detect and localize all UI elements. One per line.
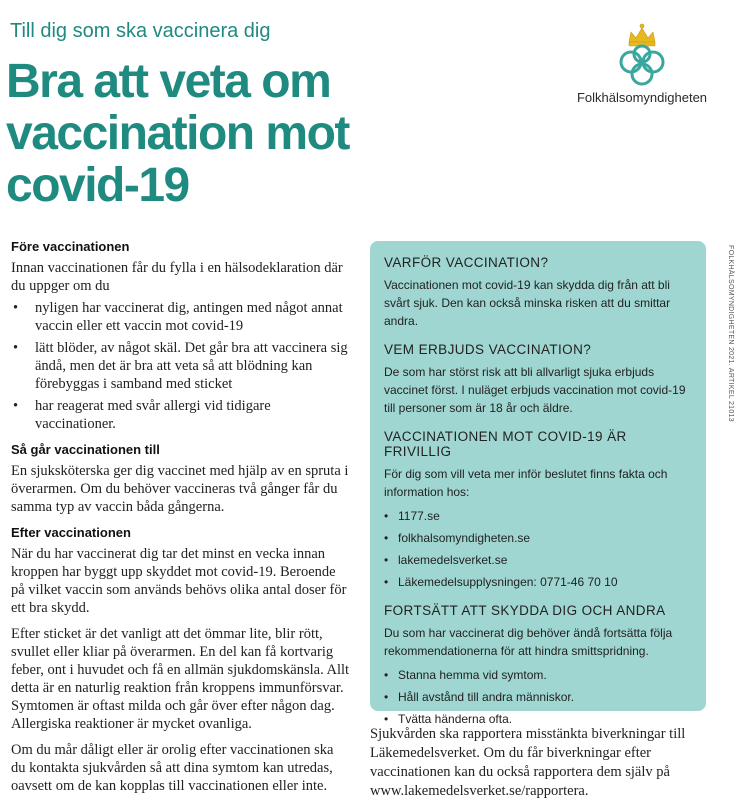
- bullet-list: [384, 666, 692, 728]
- bullet-list: [11, 299, 351, 433]
- box-heading: VEM ERBJUDS VACCINATION?: [384, 342, 592, 357]
- section-heading: Före vaccinationen: [11, 239, 130, 254]
- page-title: [6, 56, 386, 212]
- link-lakemedelsverket[interactable]: • lakemedelsverket.se: [384, 551, 692, 569]
- paragraph: Efter sticket är det vanligt att det ömmar lite, blir rött, svullet eller kliar på överarmen. En del kan få kortvarig feber, ont i huvudet och få en allmän sjukdomskänsla. Allt detta är en naturlig reaktion från kroppens immunförsvar. Symtomen är oftast milda och går över efter någon dag. Allergiska reaktioner är mycket ovanliga.: [11, 626, 350, 732]
- logo-name: Folkhälsomyndigheten: [576, 90, 708, 105]
- info-box: [370, 241, 706, 726]
- list-item: • Tvätta händerna ofta.: [384, 710, 692, 728]
- box-text: Vaccinationen mot covid-19 kan skydda dig från att bli svårt sjuk. Den kan också minska risken att du smittar andra.: [384, 278, 671, 328]
- title-line: Bra att veta om: [6, 55, 331, 108]
- footer-note: [370, 725, 710, 801]
- title-line: covid-19: [6, 159, 189, 212]
- paragraph: En sjuksköterska ger dig vaccinet med hjälp av en spruta i överarmen. Om du behöver vaccineras två gånger får du samma typ av vaccin båda gångerna.: [11, 463, 349, 515]
- list-item: • lätt blöder, av något skäl. Det går bra att vaccinera sig ändå, men det är bra att veta så att blödning kan förebyggas i samband med sticket: [11, 339, 351, 393]
- box-heading: VACCINATIONEN MOT COVID-19 ÄR FRIVILLIG: [384, 429, 627, 459]
- crown-knot-emblem-icon: [607, 22, 677, 88]
- link-list: [384, 507, 692, 591]
- link-folkhalsomyndigheten[interactable]: • folkhalsomyndigheten.se: [384, 529, 692, 547]
- side-code: [722, 245, 740, 545]
- section-heading: Så går vaccinationen till: [11, 442, 160, 457]
- side-code-text: FOLKHÄLSOMYNDIGHETEN 2021. ARTIKEL 21013: [727, 245, 734, 422]
- box-heading: FORTSÄTT ATT SKYDDA DIG OCH ANDRA: [384, 603, 666, 618]
- list-item: • Stanna hemma vid symtom.: [384, 666, 692, 684]
- box-text: Du som har vaccinerat dig behöver ändå fortsätta följa rekommendationerna för att hindra smittspridning.: [384, 626, 673, 658]
- section-intro: Innan vaccinationen får du fylla i en hälsodeklaration där du uppger om du: [11, 260, 343, 294]
- box-heading: VARFÖR VACCINATION?: [384, 255, 549, 270]
- box-text: För dig som vill veta mer inför beslutet finns fakta och information hos:: [384, 467, 668, 499]
- paragraph: Om du mår dåligt eller är orolig efter vaccinationen ska du kontakta sjukvården så att dina symtom kan utredas, oavsett om de kan kopplas till vaccinationen eller inte.: [11, 742, 334, 794]
- link-1177[interactable]: • 1177.se: [384, 507, 692, 525]
- kicker-title: Till dig som ska vaccinera dig: [10, 20, 271, 42]
- logo: [572, 22, 712, 105]
- list-item: • har reagerat med svår allergi vid tidigare vaccinationer.: [11, 397, 351, 433]
- left-column: [11, 238, 351, 803]
- section-heading: Efter vaccinationen: [11, 525, 131, 540]
- box-text: De som har störst risk att bli allvarligt sjuka erbjuds vaccinet först. I nuläget erbjuds vaccination mot covid-19 till personer som är 18 år och äldre.: [384, 365, 686, 415]
- footer-text: Sjukvården ska rapportera misstänkta biverkningar till Läkemedelsverket. Om du får biverkningar efter vaccinationen kan du också rapportera dem själv på: [370, 726, 686, 780]
- report-link[interactable]: www.lakemedelsverket.se/rapportera.: [370, 783, 589, 799]
- list-item: • Håll avstånd till andra människor.: [384, 688, 692, 706]
- paragraph: När du har vaccinerat dig tar det minst en vecka innan kroppen har byggt upp skyddet mot covid-19. Beroende på vilket vaccin som används behövs olika antal doser för ett bra skydd.: [11, 546, 347, 616]
- title-line: vaccination mot: [6, 107, 349, 160]
- list-item: • nyligen har vaccinerat dig, antingen med något annat vaccin eller ett vaccin mot covid-19: [11, 299, 351, 335]
- phone-lakemedelsupplysningen: • Läkemedelsupplysningen: 0771-46 70 10: [384, 573, 692, 591]
